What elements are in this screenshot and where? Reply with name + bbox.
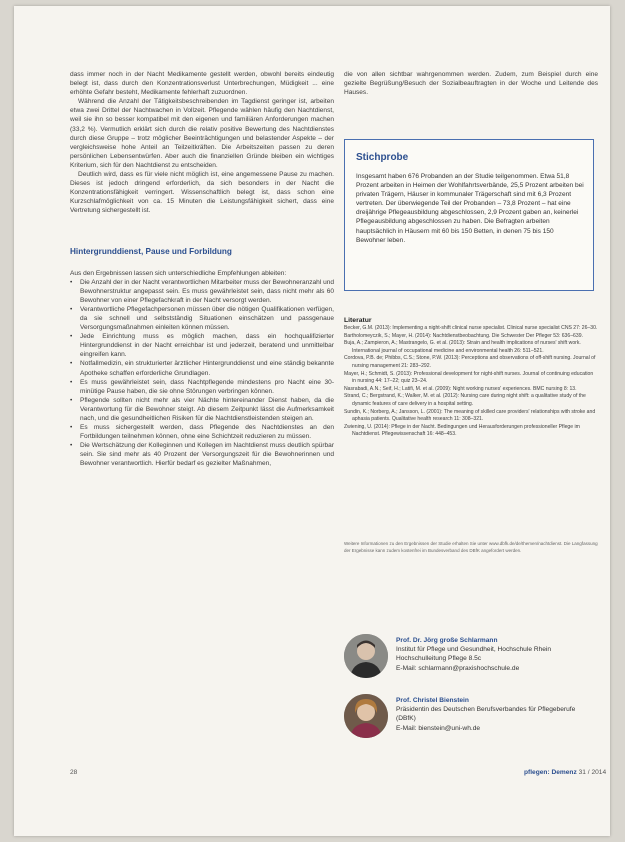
- section-heading: Hintergrunddienst, Pause und Forbildung: [70, 246, 232, 256]
- author-name: Prof. Christel Bienstein: [396, 697, 469, 704]
- section-intro: Aus den Ergebnissen lassen sich unterschiedliche Empfehlungen ableiten:: [70, 269, 287, 277]
- footer-magazine: [524, 769, 606, 776]
- sample-info-box: [344, 139, 594, 291]
- list-item: • Es muss gewährleistet sein, dass Nachtpflegende mindestens pro Nacht eine 30-minütige Pause haben, die sie ohne Störungen verbringen können.: [70, 378, 334, 396]
- list-item: • Es muss sichergestellt werden, dass Pflegende des Nachtdienstes an den Fortbildungen teilnehmen können, ohne eine Schichtzeit reduzieren zu müssen.: [70, 423, 334, 441]
- paragraph: Während die Anzahl der Tätigkeitsbeschreibenden im Tagdienst geringer ist, arbeiten etwa zwei Drittel der Nachtwachen in Vollzeit. Pflegende wählen häufig den Nachtdienst, weil sie ihn so besser kompatibel mit den eigenen und familiären Anforderungen machen (33,2 %). Vermutlich erklärt sich durch die relativ positive Bewertung des Nachtdienstes durch diese Gruppe – trotz möglicher Beeinträchtigungen und belastender Aspekte – der vergleichsweise hohe Anteil an Teilzeitkräften. Die Arbeitszeiten passen zu deren persönlichen Lebensentwürfen. Aber auch die finanziellen Gründe bleiben ein wichtiges Kriterium, sich für den Nachtdienst zu entscheiden.: [70, 98, 334, 169]
- info-note: Weitere Informationen zu den Ergebnissen der Studie erhalten Sie unter www.dbfk.de/de/themen/nachtdienst. Die Langfassung der Ergebnisse kann zudem kostenfrei im Bundesverband des DBfK angefordert werden.: [344, 541, 598, 553]
- recommendation-list: [70, 278, 334, 469]
- literature-item: Strand, C.; Bergstrand, K.; Walker, M. et al. (2012): Nursing care during night shift: a qualitative study of the dynamic features of care delivery in a hospital setting.: [344, 393, 586, 407]
- literature-title: Literatur: [344, 317, 372, 324]
- page-number: 28: [70, 769, 78, 776]
- box-text: Insgesamt haben 676 Probanden an der Studie teilgenommen. Etwa 51,8 Prozent arbeiten in Heimen der Wohlfahrtsverbände, 25,5 Prozent arbeiten bei privaten Trägern, Häuser in kommunaler Trägerschaft sind mit 6,3 Prozent vertreten. Der überwiegende Teil der Probanden – 73,8 Prozent – hat eine dreijährige Pflegeausbildung abgeschlossen, 2,9 Prozent gaben an, keinerlei Pflegeausbildung abgeschlossen zu haben. Die Befragten arbeiten hauptsächlich in Häusern mit 60 bis 150 Betten, in denen 75 bis 150 Bewohner leben.: [356, 173, 584, 244]
- paragraph: die von allen sichtbar wahrgenommen werden. Zudem, zum Beispiel durch eine gezielte Begrüßung/Besuch der Sozialbeauftragten in der Woche und Leitende des Hauses.: [344, 71, 598, 97]
- magazine-page: [14, 6, 610, 836]
- literature-item: Nasrabadi, A.N.; Seif, H.; Latifi, M. et al. (2009): Night working nurses' experiences. BMC nursing 8: 13.: [344, 385, 577, 392]
- literature-section: [344, 317, 598, 439]
- literature-item: Zwiening, U. (2014): Pflege in der Nacht. Bedingungen und Herausforderungen professioneller Pflege im Nachtdienst. Pflegewissenschaft 16: 448–453.: [344, 423, 580, 438]
- literature-item: Buja, A.; Zampieron, A.; Mastrangelo, G. et al. (2013): Strain and health implications of nurses' shift work. International journal of occupational medicine and environmental health 26: 511–521.: [344, 340, 581, 354]
- issue-number: 31 / 2014: [578, 769, 607, 776]
- paragraph: dass immer noch in der Nacht Medikamente gestellt werden, obwohl bereits eindeutig belegt ist, dass durch den Konzentrationsverlust Unterbrechungen, Müdigkeit ... eine erhöhte Gefahr besteht, Medikamente fehlerhaft zuzuordnen.: [70, 71, 334, 97]
- literature-item: Becker, G.M. (2013): Implementing a night-shift clinical nurse specialist. Clinical nurse specialist CNS 27: 26–30.: [344, 325, 598, 331]
- list-item: • Die Anzahl der in der Nacht verantwortlichen Mitarbeiter muss der Bewohneranzahl und Bewohnerstruktur angepasst sein. Es muss gewährleistet sein, dass nicht mehr als 60 Bewohner von einer Pflegefachkraft in der Nacht versorgt werden.: [70, 278, 334, 305]
- literature-item: Bartholomeyczik, S.; Mayer, H. (2014): Nachtdienstbeobachtung. Die Schwester Der Pfleger 53: 636–639.: [344, 332, 583, 339]
- author-email: E-Mail: schlarmann@praxishochschule.de: [396, 664, 520, 672]
- author-name: Prof. Dr. Jörg große Schlarmann: [396, 637, 498, 644]
- box-title: Stichprobe: [356, 152, 409, 163]
- left-column: [70, 70, 334, 469]
- author-card: [344, 634, 598, 690]
- list-item: • Verantwortliche Pflegefachpersonen müssen über die nötigen Qualifikationen verfügen, da sie schnell und selbstständig Situationen einschätzen und passgenaue Versorgungsmaßnahmen einleiten können müssen.: [70, 305, 334, 332]
- magazine-name: pflegen: Demenz: [524, 769, 577, 776]
- literature-item: Sundin, K.; Norberg, A.; Jansson, L. (2001): The meaning of skilled care providers' relationships with stroke and aphasia patients. Qualitative health research 11: 308–321.: [344, 408, 596, 423]
- literature-list: [344, 325, 598, 439]
- author-card: [344, 694, 598, 750]
- author-detail: Hochschulleitung Pflege 8.5c: [396, 655, 482, 663]
- author-role: Institut für Pflege und Gesundheit, Hochschule Rhein: [396, 646, 552, 654]
- literature-item: Mayer, H.; Schmidt, S. (2013): Professional development for night-shift nurses. Journal of continuing education in nursing 44: 17–22; quiz 23–24.: [344, 370, 594, 385]
- literature-item: Cordova, P.B. de; Phibbs, C.S.; Stone, P.W. (2013): Perceptions and observations of off-shift nursing. Journal of nursing management 21: 283–292.: [344, 355, 596, 369]
- author-role: Präsidentin des Deutschen Berufsverbandes für Pflegeberufe (DBfK): [396, 706, 576, 723]
- paragraph: Deutlich wird, dass es für viele nicht möglich ist, eine angemessene Pause zu machen. Dieses ist jedoch dringend erforderlich, da sich besonders in der Nacht die Konzentrationsfähigkeit verringert. Wissenschaftlich belegt ist, dass schon eine Kurzschlafmöglichkeit von ca. 15 Minuten die Leistungsfähigkeit sichert, dass eine Vertretung sichergestellt ist.: [70, 171, 334, 215]
- list-item: • Notfallmedizin, ein strukturierter ärztlicher Hintergrunddienst und eine ständig bekannte Apotheke schaffen erforderliche Grundlagen.: [70, 359, 334, 377]
- list-item: • Jede Einrichtung muss es möglich machen, dass ein hochqualifizierter Hintergrunddienst in der Nacht erreichbar ist und jederzeit, beratend und unmittelbar eingreifen kann.: [70, 332, 334, 359]
- author-photo: [344, 694, 388, 738]
- author-email: E-Mail: bienstein@uni-wh.de: [396, 724, 481, 732]
- right-column: [344, 70, 598, 97]
- author-photo: [344, 634, 388, 678]
- list-item: • Die Wertschätzung der Kolleginnen und Kollegen im Nachtdienst muss deutlich spürbar sein. Sie sind mehr als 40 Prozent der Versorgungszeit für die Bewohnerinnen und Bewohner verantwortlich. Hierfür bedarf es gezielter Maßnahmen,: [70, 441, 334, 468]
- list-item: • Pflegende sollten nicht mehr als vier Nächte hintereinander Dienst haben, da die Verantwortung für die Bewohner steigt. Ab diesem Zeitpunkt lässt die Aufmerksamkeit nach, und die gesundheitlichen Risiken für die Nachtdienstleistenden steigen an.: [70, 396, 334, 423]
